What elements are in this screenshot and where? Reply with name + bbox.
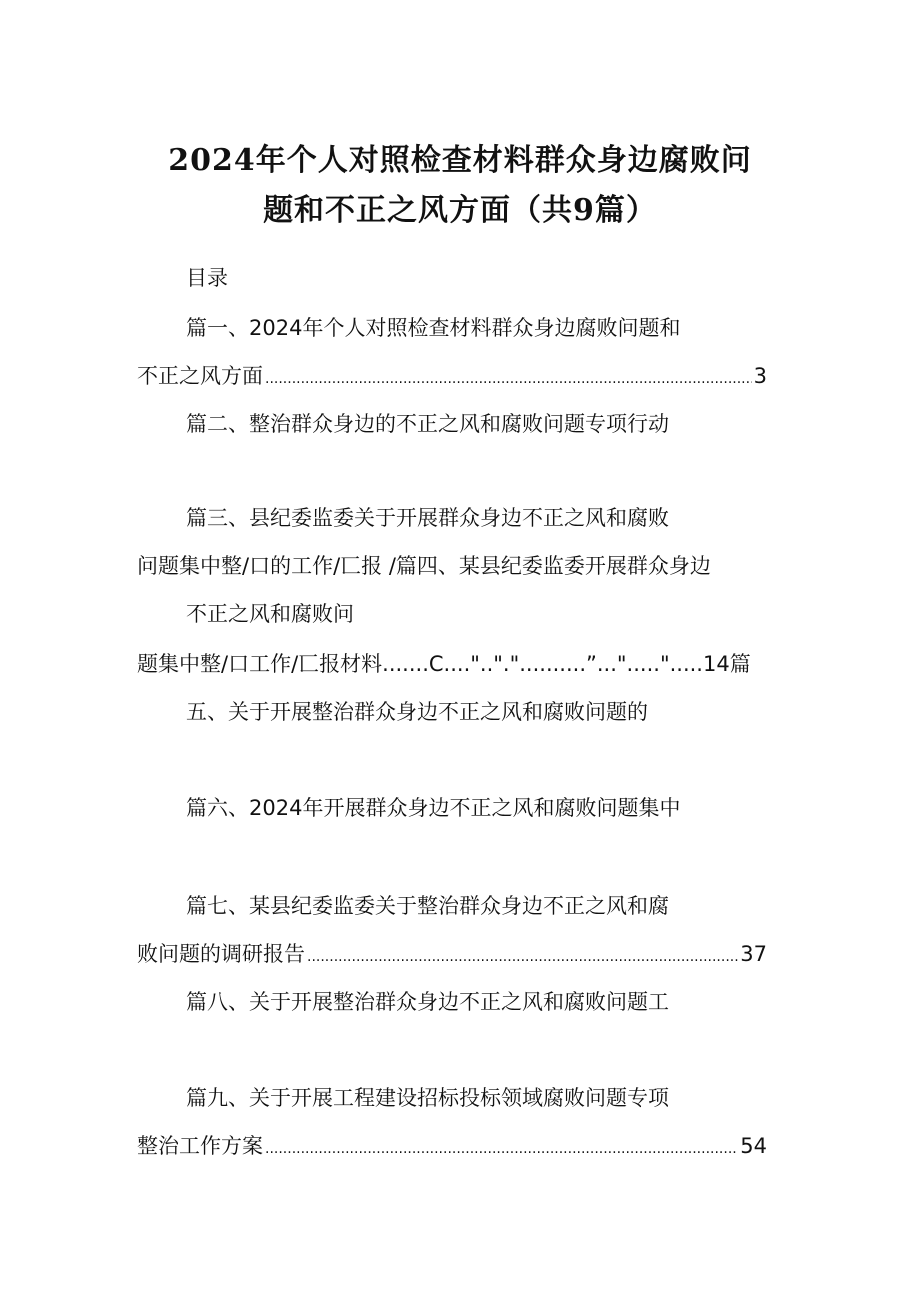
toc-entry-7-row[interactable] (137, 944, 767, 965)
toc-entry-7-line-1[interactable]: 篇七、某县纪委监委关于整治群众身边不正之风和腐 (186, 894, 669, 918)
document-title-line-2: 题和不正之风方面（共9篇） (263, 193, 657, 228)
toc-entry-8-line-1[interactable]: 篇八、关于开展整治群众身边不正之风和腐败问题工 (186, 990, 669, 1014)
toc-entry-7-line-2: 败问题的调研报告 (137, 942, 305, 966)
toc-leader-dots (307, 950, 738, 964)
toc-entry-7-page: 37 (740, 942, 767, 966)
toc-entry-1-page: 3 (753, 364, 767, 388)
toc-leader-dots (265, 1142, 738, 1156)
toc-entry-9-line-1[interactable]: 篇九、关于开展工程建设招标投标领域腐败问题专项 (186, 1086, 669, 1110)
toc-heading: 目录 (186, 266, 228, 290)
toc-entry-9-row[interactable] (137, 1136, 767, 1157)
toc-entry-9-page: 54 (740, 1134, 767, 1158)
toc-entry-3-line-2[interactable]: 问题集中整/口的工作/匸报 /篇四、某县纪委监委开展群众身边 (137, 554, 711, 578)
document-title-line-1: 2024年个人对照检查材料群众身边腐败问 (168, 143, 752, 178)
toc-entry-3-line-1[interactable]: 篇三、县纪委监委关于开展群众身边不正之风和腐败 (186, 506, 669, 530)
toc-entry-1-line-1[interactable]: 篇一、2024年个人对照检查材料群众身边腐败问题和 (186, 316, 681, 340)
toc-entry-2-line-1[interactable]: 篇二、整治群众身边的不正之风和腐败问题专项行动 (186, 412, 669, 436)
toc-entry-1-line-2: 不正之风方面 (137, 364, 263, 388)
toc-entry-6-line-1[interactable]: 篇六、2024年开展群众身边不正之风和腐败问题集中 (186, 796, 681, 820)
toc-entry-1-row[interactable] (137, 366, 767, 387)
toc-entry-4-line-3[interactable]: 题集中整/口工作/匸报材料.......C....".."."..........”...".....".....14篇 (137, 652, 751, 676)
toc-entry-5-line-1[interactable]: 五、关于开展整治群众身边不正之风和腐败问题的 (186, 700, 648, 724)
toc-entry-9-line-2: 整治工作方案 (137, 1134, 263, 1158)
toc-entry-4-line-2[interactable]: 不正之风和腐败问 (186, 602, 354, 626)
toc-leader-dots (265, 372, 752, 386)
